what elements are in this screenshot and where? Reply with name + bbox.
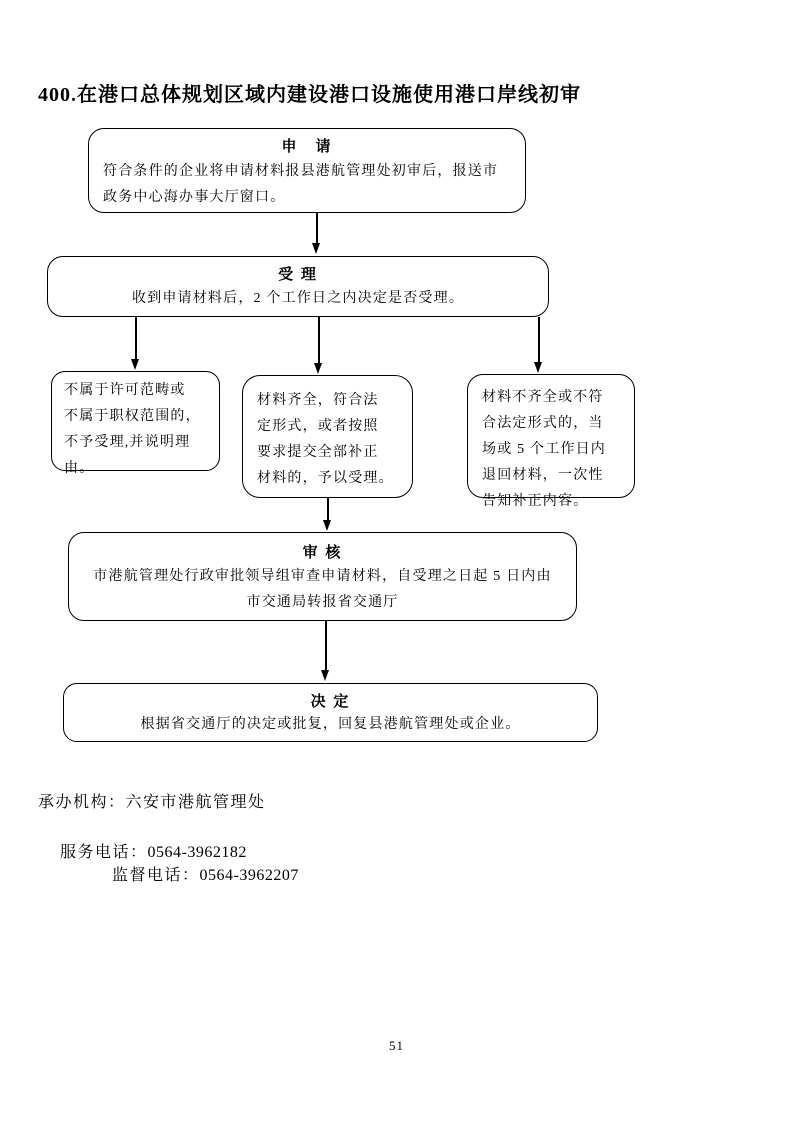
flow-node-complete-line: 定形式，或者按照 [257, 419, 379, 434]
arrow-accept-to-incomplete [538, 317, 540, 363]
flow-node-accept [47, 256, 549, 317]
service-phone-label: 服务电话： [60, 844, 148, 861]
flow-node-reject-body [52, 372, 219, 482]
flow-node-reject [51, 371, 220, 476]
flow-node-reject-line: 不予受理,并说明理 [64, 435, 191, 450]
flow-node-incomplete-line: 场或 5 个工作日内 [482, 442, 606, 457]
flow-node-incomplete-line: 退回材料，一次性 [482, 468, 604, 483]
arrow-accept-to-reject [135, 317, 137, 360]
flow-node-apply-line: 政务中心海办事大厅窗口。 [103, 190, 286, 205]
flow-node-reject-line: 由。 [64, 461, 95, 476]
supervision-phone-number: 0564-3962207 [199, 867, 299, 884]
flow-node-decision-line: 根据省交通厅的决定或批复，回复县港航管理处或企业。 [140, 717, 521, 732]
arrow-complete-to-review [327, 498, 329, 521]
phone-info [38, 821, 299, 903]
flow-node-apply [88, 128, 526, 213]
service-phone-number: 0564-3962182 [147, 844, 247, 861]
flow-node-complete-line: 材料的，予以受理。 [257, 471, 394, 486]
flow-node-incomplete-body [468, 375, 634, 515]
service-phone-group [60, 844, 247, 861]
flow-node-decision-body [64, 712, 597, 738]
flow-node-accept-body [48, 285, 548, 312]
flow-node-decision [63, 683, 598, 742]
flow-node-review-line: 市港航管理处行政审批领导组审查申请材料，自受理之日起 5 日内由 [93, 569, 552, 584]
supervision-phone-group [112, 867, 299, 884]
flow-node-review [68, 532, 577, 621]
flow-node-reject-line: 不属于许可范畴或 [64, 383, 186, 398]
flow-node-review-title: 审 核 [302, 545, 343, 561]
flow-node-complete-body [243, 376, 412, 492]
arrow-review-to-decision [325, 621, 327, 671]
flow-node-apply-body [89, 157, 525, 211]
flow-node-incomplete [467, 374, 635, 509]
flow-node-review-line: 市交通局转报省交通厅 [246, 595, 399, 610]
flow-node-decision-title: 决 定 [310, 694, 351, 710]
flow-node-reject-line: 不属于职权范围的， [64, 409, 201, 424]
flow-node-incomplete-line: 合法定形式的，当 [482, 416, 604, 431]
flow-node-review-body [69, 563, 576, 616]
flow-node-apply-line: 符合条件的企业将申请材料报县港航管理处初审后，报送市 [103, 164, 499, 179]
flow-node-complete [242, 375, 413, 498]
agency-info: 承办机构：六安市港航管理处 [38, 794, 266, 811]
flow-node-incomplete-line: 告知补正内容。 [482, 494, 589, 509]
flow-node-complete-line: 材料齐全，符合法 [257, 393, 379, 408]
page-title: 400.在港口总体规划区域内建设港口设施使用港口岸线初审 [38, 84, 581, 106]
flow-node-complete-line: 要求提交全部补正 [257, 445, 379, 460]
flow-node-apply-title: 申 请 [281, 139, 333, 155]
page-number: 51 [389, 1038, 404, 1053]
supervision-phone-label: 监督电话： [112, 867, 200, 884]
flow-node-accept-title: 受 理 [278, 267, 318, 283]
flow-node-accept-line: 收到申请材料后，2 个工作日之内决定是否受理。 [131, 291, 465, 306]
flow-node-incomplete-line: 材料不齐全或不符 [482, 390, 604, 405]
arrow-accept-to-complete [318, 317, 320, 364]
arrow-apply-to-accept [316, 213, 318, 244]
